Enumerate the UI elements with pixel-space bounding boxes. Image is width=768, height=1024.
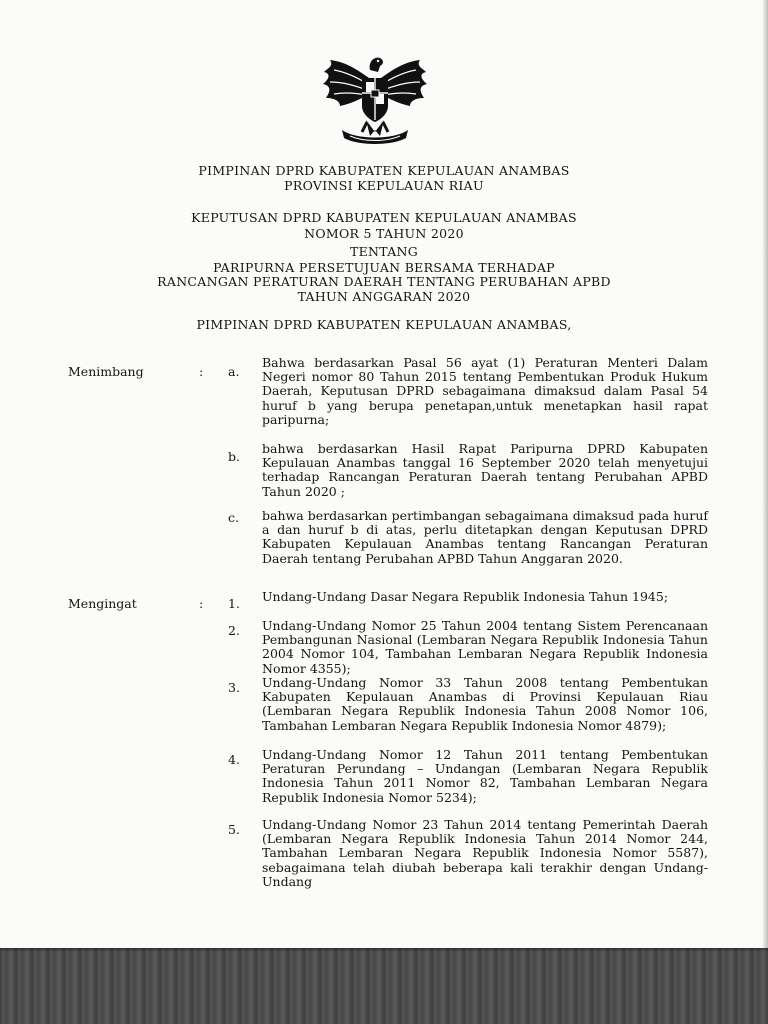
mengingat-item-5: Undang-Undang Nomor 23 Tahun 2014 tentang Pemerintah Daerah (Lembaran Negara Republik Indonesia Tahun 2014 Nomor 244, Tambahan Lembaran Negara Republik Indonesia Nomor 5587), sebagaimana telah diubah beberapa kali terakhir dengan Undang-Undang [262, 817, 708, 889]
menimbang-item-b: bahwa berdasarkan Hasil Rapat Paripurna DPRD Kabupaten Kepulauan Anambas tanggal 16 September 2020 telah menyetujui terhadap Rancangan Peraturan Daerah tentang Perubahan APBD Tahun 2020 ; [262, 441, 708, 499]
menimbang-marker-a: a. [228, 364, 240, 379]
decree-subject-line-2: RANCANGAN PERATURAN DAERAH TENTANG PERUBAHAN APBD [157, 274, 611, 289]
mengingat-colon: : [199, 596, 204, 611]
mengingat-marker-5: 5. [228, 822, 240, 837]
decree-title: KEPUTUSAN DPRD KABUPATEN KEPULAUAN ANAMBAS [191, 210, 577, 225]
mengingat-item-1: Undang-Undang Dasar Negara Republik Indonesia Tahun 1945; [262, 589, 669, 604]
decree-number: NOMOR 5 TAHUN 2020 [304, 226, 464, 241]
header-institution: PIMPINAN DPRD KABUPATEN KEPULAUAN ANAMBAS [198, 163, 570, 178]
mengingat-item-3: Undang-Undang Nomor 33 Tahun 2008 tentang Pembentukan Kabupaten Kepulauan Anambas di Provinsi Kepulauan Riau (Lembaran Negara Republik Indonesia Tahun 2008 Nomor 106, Tambahan Lembaran Negara Republik Indonesia Nomor 4879); [262, 675, 708, 733]
mengingat-marker-2: 2. [228, 623, 240, 638]
menimbang-colon: : [199, 364, 204, 379]
page-edge-shadow [762, 0, 768, 948]
menimbang-item-c: bahwa berdasarkan pertimbangan sebagaimana dimaksud pada huruf a dan huruf b di atas, perlu ditetapkan dengan Keputusan DPRD Kabupaten Kepulauan Anambas tentang Rancangan Peraturan Daerah tentang Perubahan APBD Tahun Anggaran 2020. [262, 508, 708, 566]
menimbang-label: Menimbang [68, 364, 144, 379]
garuda-emblem-icon [320, 50, 430, 146]
issuing-authority: PIMPINAN DPRD KABUPATEN KEPULAUAN ANAMBAS, [196, 317, 572, 332]
menimbang-marker-c: c. [228, 510, 239, 525]
mengingat-marker-3: 3. [228, 680, 240, 695]
header-province: PROVINSI KEPULAUAN RIAU [284, 178, 484, 193]
mengingat-item-4: Undang-Undang Nomor 12 Tahun 2011 tentang Pembentukan Peraturan Perundang – Undangan (Lembaran Negara Republik Indonesia Tahun 2011 Nomor 82, Tambahan Lembaran Negara Republik Indonesia Nomor 5234); [262, 747, 708, 805]
scan-footer-band [0, 948, 768, 1024]
mengingat-marker-1: 1. [228, 596, 240, 611]
decree-subject-line-1: PARIPURNA PERSETUJUAN BERSAMA TERHADAP [213, 260, 555, 275]
menimbang-item-a: Bahwa berdasarkan Pasal 56 ayat (1) Peraturan Menteri Dalam Negeri nomor 80 Tahun 2015 tentang Pembentukan Produk Hukum Daerah, Keputusan DPRD sebagaimana dimaksud dalam Pasal 54 huruf b yang berupa penetapan,untuk menetapkan hasil rapat paripurna; [262, 355, 708, 427]
decree-subject-line-3: TAHUN ANGGARAN 2020 [297, 289, 471, 304]
mengingat-label: Mengingat [68, 596, 137, 611]
menimbang-marker-b: b. [228, 449, 240, 464]
mengingat-item-2: Undang-Undang Nomor 25 Tahun 2004 tentang Sistem Perencanaan Pembangunan Nasional (Lembaran Negara Republik Indonesia Tahun 2004 Nomor 104, Tambahan Lembaran Negara Republik Indonesia Nomor 4355); [262, 618, 708, 676]
decree-subject-label: TENTANG [349, 244, 419, 259]
mengingat-marker-4: 4. [228, 752, 240, 767]
